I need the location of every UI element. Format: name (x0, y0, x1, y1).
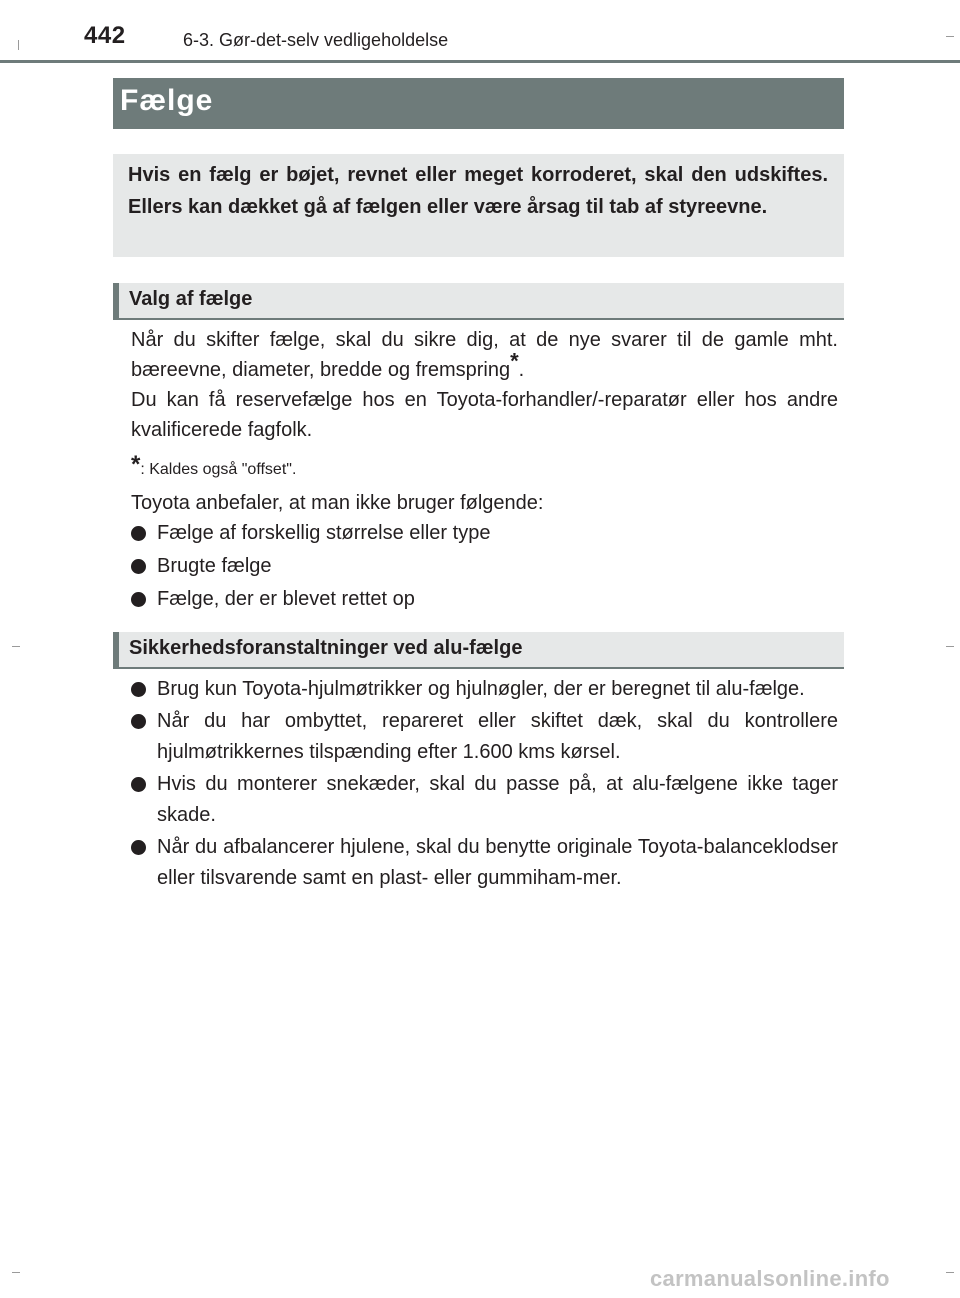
footnote-text: : Kaldes også "offset". (140, 461, 297, 478)
bullet-dot (131, 714, 146, 729)
bullet-dot (131, 777, 146, 792)
list-item: Fælge af forskellig størrelse eller type (131, 518, 838, 549)
crop-mark (946, 1272, 954, 1273)
bullet-dot (131, 840, 146, 855)
bullet-dot (131, 526, 146, 541)
subheading-label: Valg af fælge (129, 288, 253, 310)
subheading-accent-bar (113, 283, 119, 318)
header-rule (0, 60, 960, 63)
list-item: Brug kun Toyota-hjulmøtrikker og hjulnøgler, der er beregnet til alu-fælge. (131, 674, 838, 705)
page-number: 442 (84, 22, 126, 49)
subheading-alloy-precautions (113, 632, 844, 669)
paragraph-rim-requirements (131, 325, 838, 385)
paragraph-text: Når du skifter fælge, skal du sikre dig, at de nye svarer til de gamle mht. bæreevne, diameter, bredde og fremspring (131, 329, 838, 381)
watermark: carmanualsonline.info (650, 1266, 890, 1291)
bullet-dot (131, 559, 146, 574)
footnote-marker: * (510, 348, 519, 374)
list-item: Når du har ombyttet, repareret eller skiftet dæk, skal du kontrollere hjulmøtrikkernes tilspænding efter 1.600 kms kørsel. (131, 706, 838, 768)
footnote (131, 451, 296, 479)
footnote-star: * (131, 451, 141, 478)
subheading-accent-bar (113, 632, 119, 667)
bullet-list-alloy (131, 674, 838, 895)
crop-mark (12, 1272, 20, 1273)
bullet-list-avoid (131, 518, 838, 617)
paragraph-spare-rims (131, 385, 838, 445)
crop-mark (946, 646, 954, 647)
subheading-rim-selection (113, 283, 844, 320)
intro-text: Hvis en fælg er bøjet, revnet eller meget korroderet, skal den udskiftes. Ellers kan dækket gå af fælgen eller være årsag til tab af styreevne. (128, 164, 828, 218)
bullet-dot (131, 682, 146, 697)
intro-box (113, 154, 844, 257)
crop-mark (12, 646, 20, 647)
paragraph-end: . (518, 359, 525, 381)
page-title: Fælge (120, 84, 214, 117)
page-header (0, 0, 960, 64)
subheading-label: Sikkerhedsforanstaltninger ved alu-fælge (129, 637, 523, 659)
list-item: Fælge, der er blevet rettet op (131, 584, 838, 615)
paragraph-text: Du kan få reservefælge hos en Toyota-forhandler/-reparatør eller hos andre kvalificerede fagfolk. (131, 389, 838, 441)
list-item: Hvis du monterer snekæder, skal du passe på, at alu-fælgene ikke tager skade. (131, 769, 838, 831)
title-bar (113, 78, 844, 129)
bullet-dot (131, 592, 146, 607)
paragraph-recommendation (131, 488, 838, 518)
list-item: Når du afbalancerer hjulene, skal du benytte originale Toyota-balanceklodser eller tilsvarende samt en plast- eller gummiham-mer. (131, 832, 838, 894)
section-title: 6-3. Gør-det-selv vedligeholdelse (183, 30, 449, 50)
paragraph-text: Toyota anbefaler, at man ikke bruger følgende: (131, 492, 544, 514)
list-item: Brugte fælge (131, 551, 838, 582)
